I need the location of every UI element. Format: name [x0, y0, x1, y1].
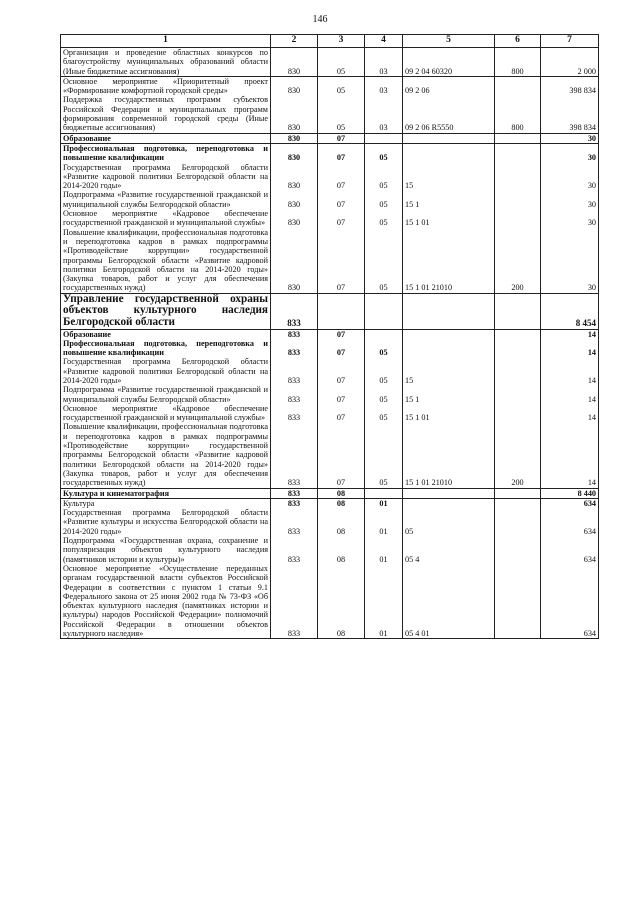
row-expense-type — [495, 143, 541, 162]
row-name: Управление государственной охраны объектов культурного наследия Белгородской области — [61, 293, 271, 329]
row-expense-type — [495, 357, 541, 385]
table-row — [61, 143, 599, 162]
row-target-article — [403, 498, 495, 508]
row-target-article: 15 1 01 — [403, 209, 495, 228]
row-target-article: 15 — [403, 357, 495, 385]
row-code: 830 — [271, 143, 318, 162]
table-row — [61, 329, 599, 339]
row-section: 07 — [318, 385, 365, 404]
column-header: 1 — [61, 35, 271, 48]
row-expense-type — [495, 404, 541, 423]
row-target-article — [403, 133, 495, 143]
column-header: 6 — [495, 35, 541, 48]
table-row — [61, 357, 599, 385]
row-target-article: 09 2 04 60320 — [403, 48, 495, 77]
row-amount: 30 — [541, 133, 599, 143]
row-target-article — [403, 329, 495, 339]
row-expense-type — [495, 536, 541, 564]
budget-table — [60, 34, 599, 639]
row-code: 833 — [271, 536, 318, 564]
row-subsection: 01 — [365, 508, 403, 536]
row-section: 08 — [318, 564, 365, 639]
page-number: 146 — [312, 14, 328, 25]
row-target-article: 15 1 — [403, 190, 495, 209]
row-target-article: 15 1 01 21010 — [403, 228, 495, 294]
row-code: 833 — [271, 404, 318, 423]
row-name: Основное мероприятие «Кадровое обеспечение государственной гражданской и муниципальной службы» — [61, 404, 271, 423]
row-target-article — [403, 293, 495, 329]
column-header: 2 — [271, 35, 318, 48]
row-code: 833 — [271, 488, 318, 498]
table-row — [61, 209, 599, 228]
row-target-article: 05 4 — [403, 536, 495, 564]
row-expense-type: 200 — [495, 228, 541, 294]
row-code: 830 — [271, 228, 318, 294]
row-target-article: 09 2 06 — [403, 76, 495, 95]
row-code: 833 — [271, 357, 318, 385]
row-code: 833 — [271, 385, 318, 404]
row-amount: 398 834 — [541, 95, 599, 133]
row-amount: 30 — [541, 143, 599, 162]
table-row — [61, 564, 599, 639]
row-name: Государственная программа Белгородской области «Развитие кадровой политики Белгородской области на 2014-2020 годы» — [61, 163, 271, 191]
row-code: 830 — [271, 95, 318, 133]
row-subsection: 05 — [365, 339, 403, 358]
row-amount: 14 — [541, 404, 599, 423]
row-name: Организация и проведение областных конкурсов по благоустройству муниципальных образований области (Иные бюджетные ассигнования) — [61, 48, 271, 77]
row-expense-type — [495, 293, 541, 329]
row-target-article: 15 1 01 21010 — [403, 422, 495, 488]
row-expense-type: 800 — [495, 95, 541, 133]
row-expense-type — [495, 76, 541, 95]
table-row — [61, 422, 599, 488]
table-row — [61, 95, 599, 133]
row-code: 830 — [271, 209, 318, 228]
column-header: 4 — [365, 35, 403, 48]
row-amount: 8 440 — [541, 488, 599, 498]
row-name: Основное мероприятие «Приоритетный проект «Формирование комфортной городской среды» — [61, 76, 271, 95]
row-code: 833 — [271, 293, 318, 329]
row-name: Поддержка государственных программ субъектов Российской Федерации и муниципальных программ формирования современной городской среды (Иные бюджетные ассигнования) — [61, 95, 271, 133]
row-amount: 14 — [541, 339, 599, 358]
row-name: Государственная программа Белгородской области «Развитие кадровой политики Белгородской области на 2014-2020 годы» — [61, 357, 271, 385]
column-header: 7 — [541, 35, 599, 48]
row-amount: 634 — [541, 564, 599, 639]
column-header-row — [61, 35, 599, 48]
row-name: Основное мероприятие «Осуществление переданных органам государственной власти субъектов Российской Федерации в соответствии с пунктом 1 статьи 9.1 Федерального закона от 25 июня 2002 года № 73-ФЗ «Об объектах культурного наследия (памятниках истории и культуры) народов Российской Федерации» полномочий Российской Федерации в отношении объектов культурного наследия» — [61, 564, 271, 639]
row-expense-type — [495, 329, 541, 339]
row-section: 08 — [318, 488, 365, 498]
row-amount: 634 — [541, 508, 599, 536]
row-section: 08 — [318, 498, 365, 508]
row-section: 07 — [318, 422, 365, 488]
row-name: Профессиональная подготовка, переподготовка и повышение квалификации — [61, 339, 271, 358]
row-subsection: 05 — [365, 385, 403, 404]
row-section: 07 — [318, 133, 365, 143]
table-row — [61, 536, 599, 564]
row-section: 07 — [318, 404, 365, 423]
row-subsection: 05 — [365, 163, 403, 191]
row-amount: 30 — [541, 228, 599, 294]
row-expense-type — [495, 488, 541, 498]
table-row — [61, 76, 599, 95]
row-code: 830 — [271, 190, 318, 209]
row-amount: 30 — [541, 163, 599, 191]
row-expense-type: 200 — [495, 422, 541, 488]
table-body — [61, 35, 599, 639]
row-amount: 634 — [541, 536, 599, 564]
row-amount: 14 — [541, 385, 599, 404]
row-name: Повышение квалификации, профессиональная подготовка и переподготовка кадров в рамках подпрограммы «Противодействие коррупции» государственной программы Белгородской области «Развитие кадровой политики Белгородской области на 2014-2020 годы» (Закупка товаров, работ и услуг для обеспечения государственных нужд) — [61, 422, 271, 488]
row-target-article — [403, 143, 495, 162]
row-name: Образование — [61, 329, 271, 339]
row-section: 07 — [318, 163, 365, 191]
row-target-article: 05 — [403, 508, 495, 536]
row-amount: 14 — [541, 357, 599, 385]
row-code: 833 — [271, 564, 318, 639]
row-section: 07 — [318, 329, 365, 339]
row-subsection: 05 — [365, 404, 403, 423]
row-amount: 398 834 — [541, 76, 599, 95]
table-row — [61, 133, 599, 143]
row-code: 830 — [271, 48, 318, 77]
row-target-article: 05 4 01 — [403, 564, 495, 639]
row-section — [318, 293, 365, 329]
row-name: Культура и кинематография — [61, 488, 271, 498]
row-subsection: 03 — [365, 95, 403, 133]
row-subsection: 05 — [365, 209, 403, 228]
row-section: 05 — [318, 48, 365, 77]
row-section: 07 — [318, 357, 365, 385]
row-subsection — [365, 133, 403, 143]
row-expense-type — [495, 498, 541, 508]
row-subsection: 01 — [365, 564, 403, 639]
row-subsection: 05 — [365, 357, 403, 385]
row-expense-type — [495, 190, 541, 209]
row-name: Подпрограмма «Государственная охрана, сохранение и популяризация объектов культурного наследия (памятников истории и культуры)» — [61, 536, 271, 564]
row-name: Культура — [61, 498, 271, 508]
row-subsection: 01 — [365, 536, 403, 564]
row-subsection: 03 — [365, 48, 403, 77]
row-subsection: 01 — [365, 498, 403, 508]
row-section: 07 — [318, 143, 365, 162]
row-code: 833 — [271, 498, 318, 508]
column-header: 3 — [318, 35, 365, 48]
row-target-article: 15 1 01 — [403, 404, 495, 423]
row-amount: 14 — [541, 422, 599, 488]
row-section: 05 — [318, 76, 365, 95]
row-amount: 634 — [541, 498, 599, 508]
row-expense-type: 800 — [495, 48, 541, 77]
row-subsection — [365, 329, 403, 339]
row-subsection — [365, 293, 403, 329]
table-row — [61, 228, 599, 294]
row-section: 08 — [318, 508, 365, 536]
row-target-article — [403, 488, 495, 498]
row-target-article: 09 2 06 R5550 — [403, 95, 495, 133]
row-amount: 2 000 — [541, 48, 599, 77]
row-amount: 30 — [541, 190, 599, 209]
column-header: 5 — [403, 35, 495, 48]
row-expense-type — [495, 209, 541, 228]
row-subsection — [365, 488, 403, 498]
row-target-article: 15 1 — [403, 385, 495, 404]
row-expense-type — [495, 385, 541, 404]
table-row — [61, 404, 599, 423]
row-target-article — [403, 339, 495, 358]
row-section: 07 — [318, 209, 365, 228]
row-subsection: 05 — [365, 422, 403, 488]
row-code: 833 — [271, 508, 318, 536]
table-row — [61, 498, 599, 508]
table-row — [61, 508, 599, 536]
row-code: 833 — [271, 339, 318, 358]
row-code: 833 — [271, 329, 318, 339]
table-row — [61, 48, 599, 77]
row-amount: 14 — [541, 329, 599, 339]
row-target-article: 15 — [403, 163, 495, 191]
row-name: Профессиональная подготовка, переподготовка и повышение квалификации — [61, 143, 271, 162]
row-name: Основное мероприятие «Кадровое обеспечение государственной гражданской и муниципальной службы» — [61, 209, 271, 228]
row-section: 07 — [318, 339, 365, 358]
row-expense-type — [495, 133, 541, 143]
row-subsection: 05 — [365, 228, 403, 294]
table-row — [61, 190, 599, 209]
row-expense-type — [495, 339, 541, 358]
row-expense-type — [495, 163, 541, 191]
table-row — [61, 163, 599, 191]
table-row — [61, 293, 599, 329]
row-name: Подпрограмма «Развитие государственной гражданской и муниципальной службы Белгородской области» — [61, 190, 271, 209]
row-name: Образование — [61, 133, 271, 143]
row-name: Подпрограмма «Развитие государственной гражданской и муниципальной службы Белгородской области» — [61, 385, 271, 404]
row-subsection: 05 — [365, 190, 403, 209]
row-section: 05 — [318, 95, 365, 133]
table-row — [61, 339, 599, 358]
row-amount: 8 454 — [541, 293, 599, 329]
row-amount: 30 — [541, 209, 599, 228]
row-name: Повышение квалификации, профессиональная подготовка и переподготовка кадров в рамках подпрограммы «Противодействие коррупции» государственной программы Белгородской области «Развитие кадровой политики Белгородской области на 2014-2020 годы» (Закупка товаров, работ и услуг для обеспечения государственных нужд) — [61, 228, 271, 294]
row-code: 830 — [271, 133, 318, 143]
row-subsection: 03 — [365, 76, 403, 95]
row-section: 07 — [318, 190, 365, 209]
table-row — [61, 488, 599, 498]
row-subsection: 05 — [365, 143, 403, 162]
row-name: Государственная программа Белгородской области «Развитие культуры и искусства Белгородской области на 2014-2020 годы» — [61, 508, 271, 536]
row-code: 830 — [271, 76, 318, 95]
row-section: 07 — [318, 228, 365, 294]
row-expense-type — [495, 564, 541, 639]
row-expense-type — [495, 508, 541, 536]
row-code: 830 — [271, 163, 318, 191]
row-section: 08 — [318, 536, 365, 564]
table-row — [61, 385, 599, 404]
row-code: 833 — [271, 422, 318, 488]
